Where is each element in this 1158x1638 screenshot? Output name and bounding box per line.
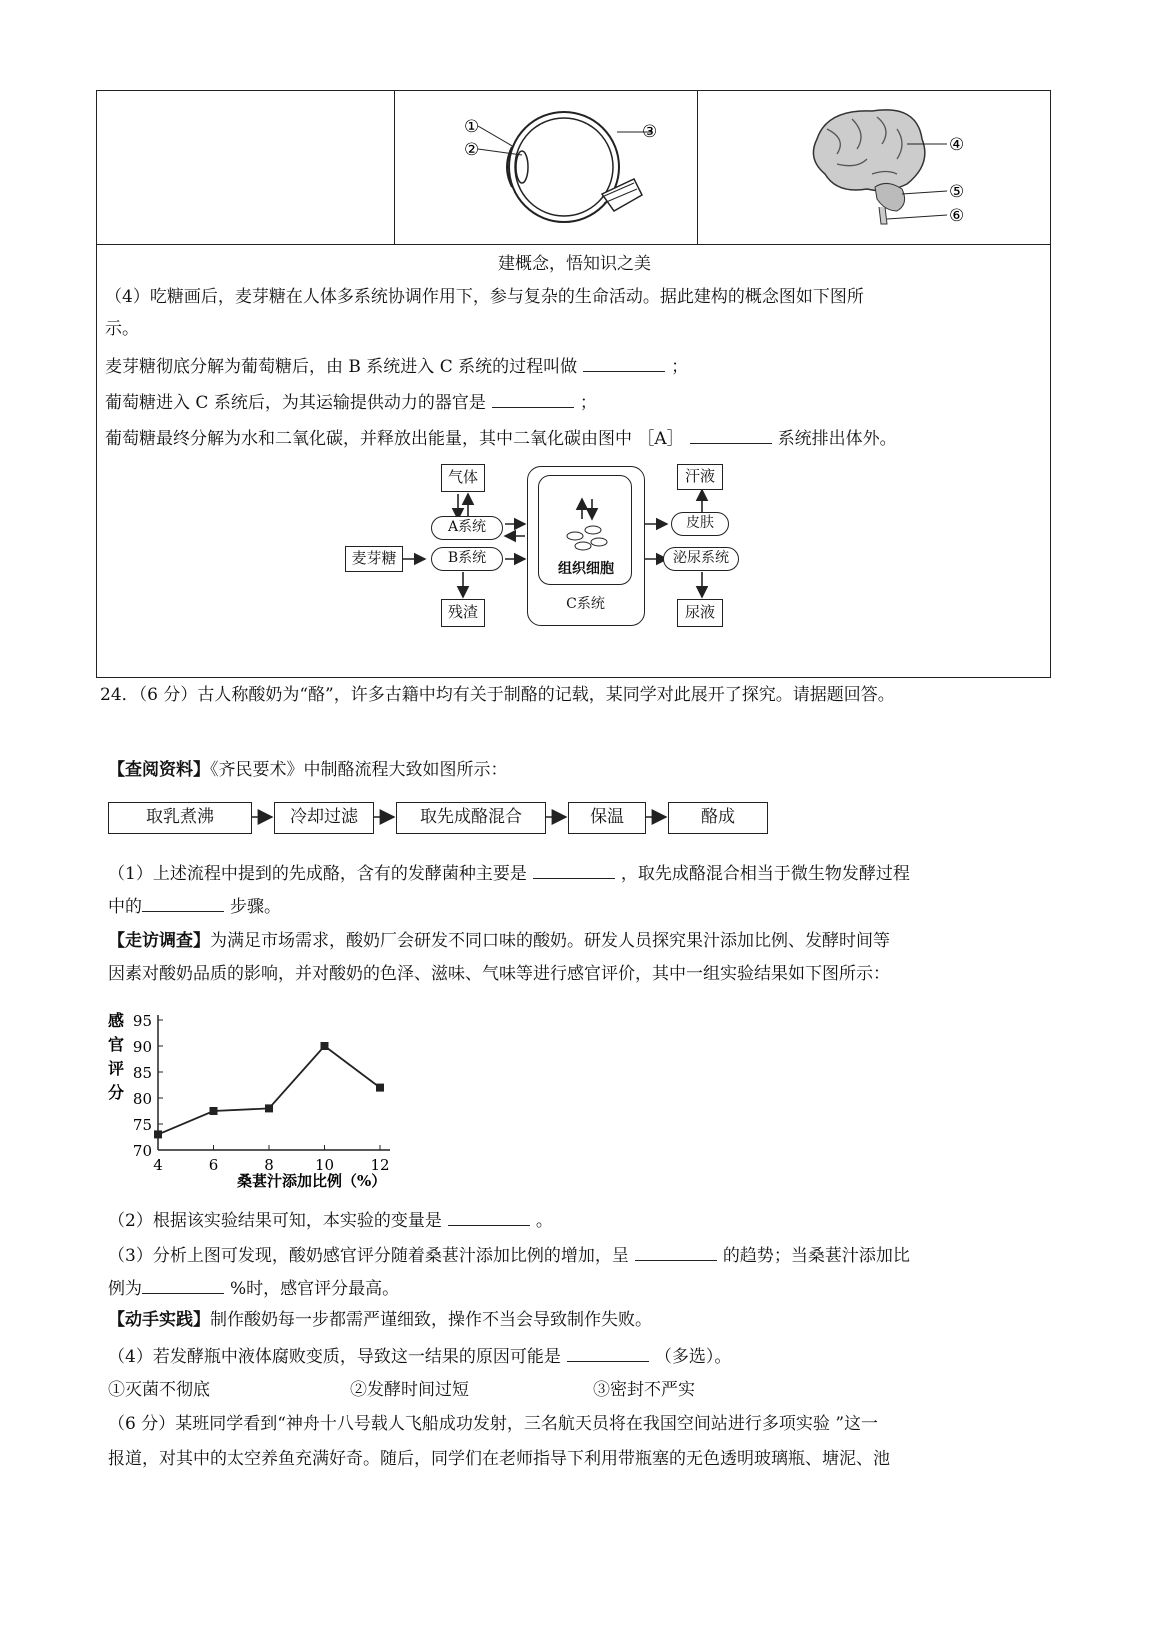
process-flow	[108, 800, 768, 836]
question-text-part: 。	[535, 1211, 553, 1231]
question-table	[96, 90, 1051, 678]
answer-blank[interactable]	[567, 1343, 649, 1362]
x-tick-label: 10	[314, 1156, 335, 1174]
question-text-part: ；	[579, 393, 597, 413]
survey-text: 为满足市场需求，酸奶厂会研发不同口味的酸奶。研发人员探究果汁添加比例、发酵时间等	[210, 931, 890, 951]
practice-tag: 【动手实践】	[108, 1310, 210, 1330]
table-divider	[697, 91, 698, 244]
data-point	[265, 1104, 273, 1112]
answer-blank[interactable]	[635, 1242, 717, 1261]
y-tick-label: 85	[132, 1064, 152, 1082]
question-text	[105, 389, 597, 415]
question-text-part: 葡萄糖最终分解为水和二氧化碳，并释放出能量，其中二氧化碳由图中 ［A］	[105, 429, 684, 449]
data-point	[376, 1084, 384, 1092]
research-text: 《齐民要术》中制酪流程大致如图所示：	[210, 760, 508, 780]
flow-step: 冷却过滤	[274, 802, 374, 834]
survey-tag: 【走访调查】	[108, 931, 210, 951]
concept-b-system: B系统	[431, 547, 503, 571]
question-text-part: 系统排出体外。	[777, 429, 897, 449]
x-tick-label: 8	[264, 1156, 274, 1174]
eye-label: ②	[464, 140, 480, 160]
concept-sweat: 汗液	[677, 464, 723, 490]
data-point	[154, 1130, 162, 1138]
practice-text: 制作酸奶每一步都需严谨细致，操作不当会导致制作失败。	[210, 1310, 652, 1330]
y-tick-label: 75	[132, 1116, 152, 1134]
question-text-part: 的趋势；当桑葚汁添加比	[722, 1246, 910, 1266]
brain-label: ⑤	[949, 182, 965, 202]
question-text-part: （4）若发酵瓶中液体腐败变质，导致这一结果的原因可能是	[108, 1347, 561, 1367]
concept-c-system-box	[527, 466, 645, 626]
brain-label: ⑥	[949, 206, 965, 226]
flow-step: 酪成	[668, 802, 768, 834]
question-text	[108, 893, 281, 919]
question-text-part: ；	[671, 357, 689, 377]
option-c[interactable]: ③密封不严实	[593, 1380, 695, 1400]
answer-blank[interactable]	[690, 425, 772, 444]
flow-step: 保温	[568, 802, 646, 834]
question-text-part: 麦芽糖彻底分解为葡萄糖后，由 B 系统进入 C 系统的过程叫做	[105, 357, 578, 377]
data-point	[321, 1042, 329, 1050]
question-text-part: %时，感官评分最高。	[230, 1279, 400, 1299]
question-text-part: 步骤。	[230, 897, 281, 917]
question-text: （4）吃糖画后，麦芽糖在人体多系统协调作用下，参与复杂的生命活动。据此建构的概念图如下图所	[105, 287, 864, 307]
section-title: 建概念，悟知识之美	[498, 254, 651, 274]
research-tag: 【查阅资料】	[108, 760, 210, 780]
question-text	[108, 1308, 652, 1332]
question-text-part: 葡萄糖进入 C 系统后，为其运输提供动力的器官是	[105, 393, 486, 413]
y-tick-label: 95	[132, 1012, 152, 1030]
question-text	[108, 860, 910, 886]
question-text-part: 中的	[108, 897, 142, 917]
concept-gas: 气体	[441, 464, 485, 492]
eye-label: ③	[642, 122, 658, 142]
concept-skin: 皮肤	[671, 512, 729, 536]
option-b[interactable]: ②发酵时间过短	[350, 1380, 469, 1400]
question-text	[105, 425, 897, 451]
question-text: 因素对酸奶品质的影响，并对酸奶的色泽、滋味、气味等进行感官评价，其中一组实验结果如下图所示：	[108, 964, 890, 984]
question-text: 示。	[105, 319, 139, 339]
x-tick-label: 12	[370, 1156, 390, 1174]
answer-blank[interactable]	[142, 1275, 224, 1294]
option-a[interactable]: ①灭菌不彻底	[108, 1380, 210, 1400]
concept-maltose: 麦芽糖	[345, 546, 403, 572]
brain-label: ④	[949, 135, 965, 155]
question-text	[108, 929, 890, 953]
series-line	[158, 1046, 380, 1134]
research-line	[108, 758, 508, 782]
question-25-text: 报道，对其中的太空养鱼充满好奇。随后，同学们在老师指导下利用带瓶塞的无色透明玻璃瓶、塘泥、池	[108, 1449, 890, 1469]
question-text-part: 例为	[108, 1279, 142, 1299]
question-text-part: ，取先成酪混合相当于微生物发酵过程	[620, 864, 910, 884]
question-text	[105, 353, 688, 379]
x-tick-label: 6	[208, 1156, 219, 1174]
y-tick-label: 70	[132, 1142, 152, 1160]
concept-a-system: A系统	[431, 516, 503, 540]
concept-residue: 残渣	[441, 599, 485, 627]
table-divider	[97, 244, 1050, 245]
answer-blank[interactable]	[448, 1207, 530, 1226]
question-text	[108, 1275, 399, 1301]
y-tick-label: 80	[132, 1090, 152, 1108]
chart-ylabel: 感官评分	[108, 1011, 125, 1102]
answer-blank[interactable]	[142, 893, 224, 912]
question-text-part: （2）根据该实验结果可知，本实验的变量是	[108, 1211, 442, 1231]
question-text-part: （多选）。	[654, 1347, 732, 1367]
chart-xlabel: 桑葚汁添加比例（%）	[237, 1172, 387, 1190]
flow-step: 取乳煮沸	[108, 802, 252, 834]
sensory-score-chart	[100, 1000, 420, 1200]
flow-step: 取先成酪混合	[396, 802, 546, 834]
concept-map	[337, 464, 797, 674]
concept-urinary: 泌尿系统	[663, 547, 739, 571]
question-text	[108, 1207, 553, 1233]
table-divider	[394, 91, 395, 244]
concept-tissue-box	[538, 475, 632, 585]
y-tick-label: 90	[132, 1038, 152, 1056]
question-text	[108, 1242, 910, 1268]
concept-urine: 尿液	[677, 599, 723, 627]
answer-blank[interactable]	[492, 389, 574, 408]
question-text-part: （3）分析上图可发现，酸奶感官评分随着桑葚汁添加比例的增加，呈	[108, 1246, 629, 1266]
data-point	[210, 1107, 218, 1115]
question-text	[108, 1343, 731, 1369]
eye-label: ①	[464, 117, 480, 137]
answer-blank[interactable]	[533, 860, 615, 879]
answer-blank[interactable]	[583, 353, 665, 372]
question-25-text: （6 分）某班同学看到“神舟十八号载人飞船成功发射，三名航天员将在我国空间站进行多项实验 ”这一	[108, 1414, 879, 1434]
question-24-intro: 24．（6 分）古人称酸奶为“酪”，许多古籍中均有关于制酪的记载，某同学对此展开了探究。请据题回答。	[100, 685, 895, 705]
concept-c-system: C系统	[566, 596, 605, 612]
concept-tissue-cell: 组织细胞	[558, 561, 614, 577]
x-tick-label: 4	[153, 1156, 163, 1174]
brain-diagram	[797, 99, 1037, 239]
eye-diagram	[452, 99, 662, 239]
question-text-part: （1）上述流程中提到的先成酪，含有的发酵菌种主要是	[108, 864, 527, 884]
